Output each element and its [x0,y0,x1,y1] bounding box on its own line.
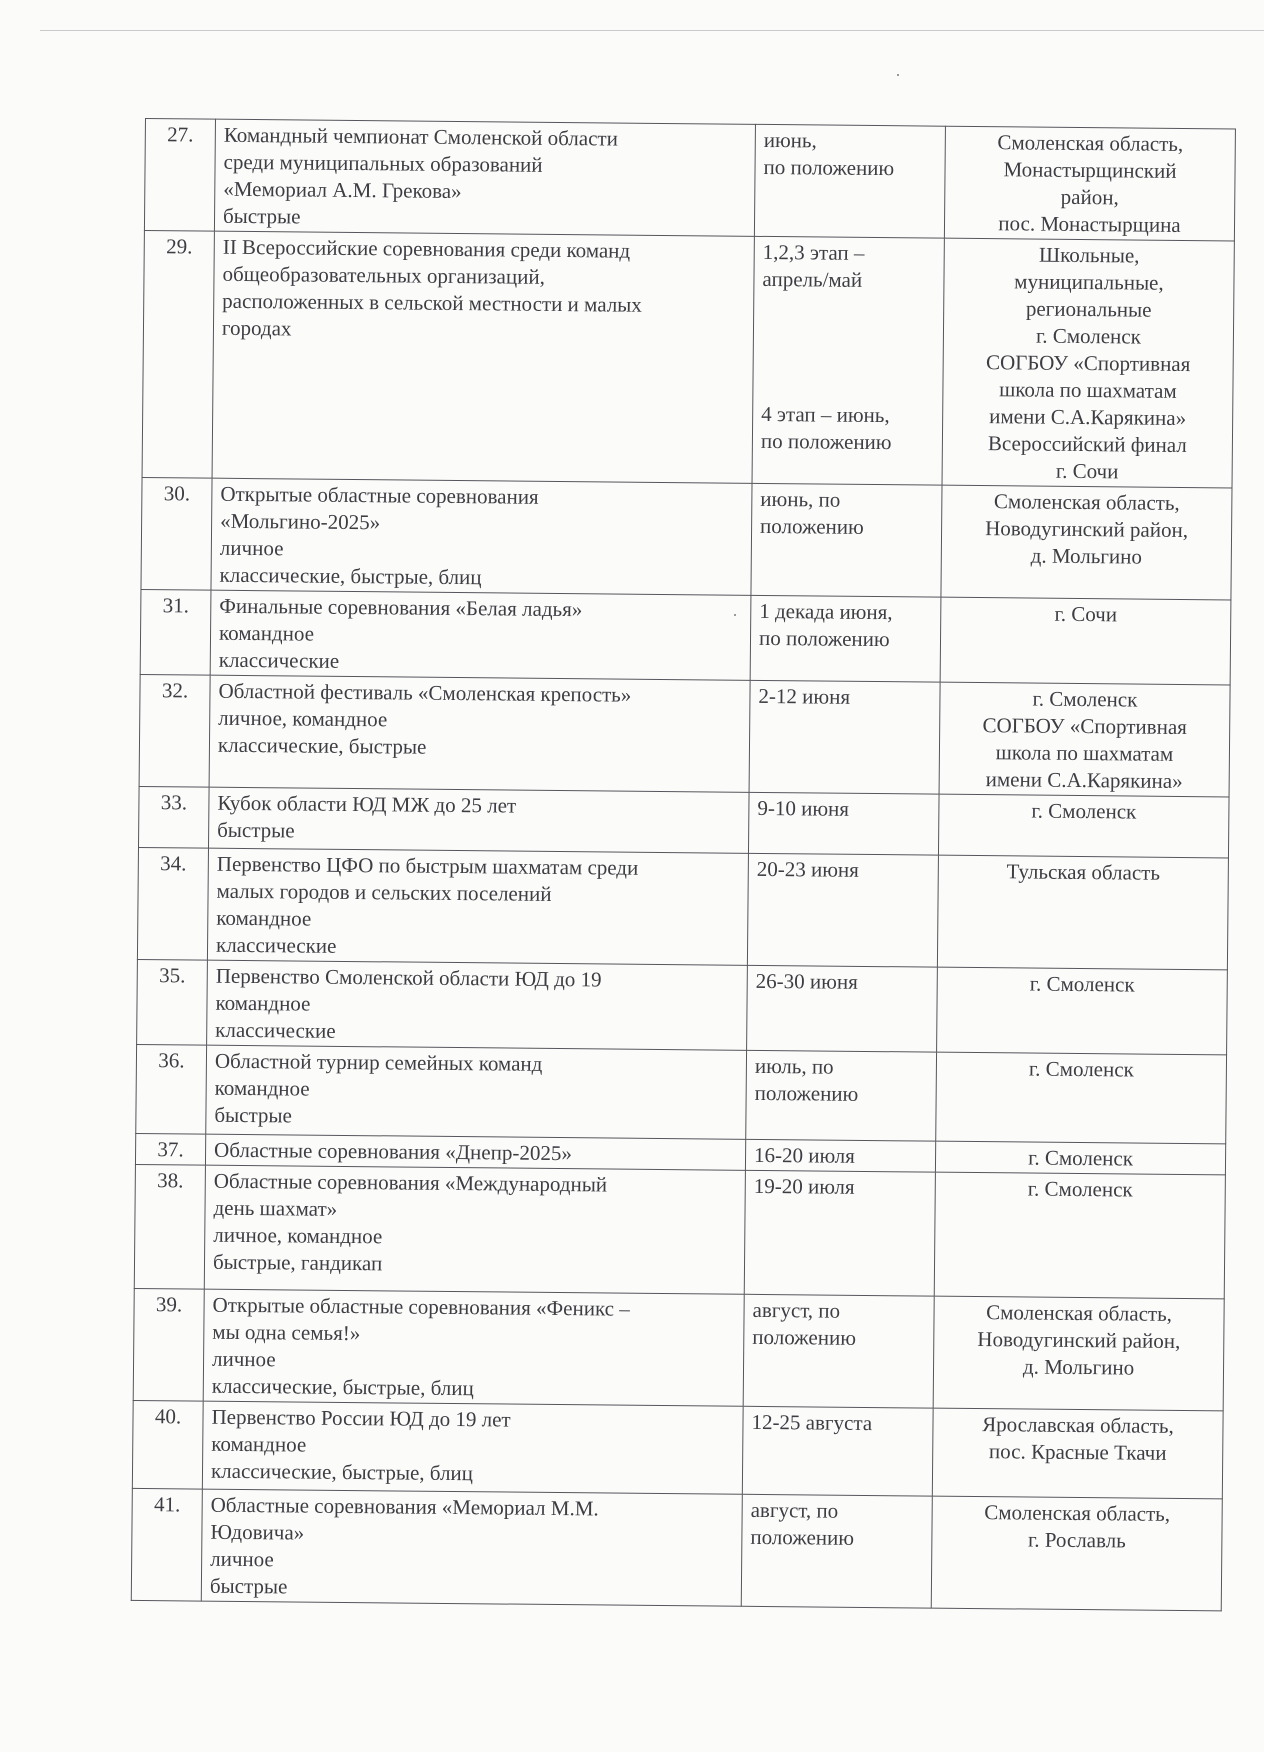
event-dates-line: 4 этап – июнь, [761,401,890,428]
event-place-line: Монастырщинский [1003,157,1177,183]
event-dates [742,1406,933,1496]
event-place-line: г. Смоленск [1028,1056,1134,1082]
event-title-line: классические, быстрые, блиц [210,1458,474,1486]
table-row [140,589,1231,684]
event-place-line: г. Смоленск [1031,798,1137,824]
event-dates-line: положению [759,513,864,539]
row-number: 30. [141,477,212,590]
event-place-line: г. Смоленск [1027,1176,1133,1202]
event-title-line: II Всероссийские соревнования среди команд [222,234,631,263]
event-dates-line: положению [754,1080,859,1106]
row-number: 31. [140,589,211,675]
table-row [132,1400,1223,1498]
table-row [137,847,1228,969]
event-place [944,126,1235,241]
event-place-line: имени С.А.Карякина» [989,404,1187,431]
event-title-line: классические, быстрые [217,732,427,759]
event-title-line: Областной турнир семейных команд [214,1048,543,1076]
event-title-line: Кубок области ЮД МЖ до 25 лет [217,790,517,818]
event-dates-line: 2-12 июня [758,683,851,709]
event-place-line: Новодугинский район, [977,1327,1181,1353]
event-title-line: командное [215,990,311,1016]
event-dates-line: 20-23 июня [756,856,860,882]
event-title-line: Областные соревнования «Мемориал М.М. [210,1492,599,1521]
event-title-line: классические [215,932,337,958]
event-title-line: общеобразовательных организаций, [222,261,546,289]
event-title-line: классические [218,647,340,673]
event-title-line: быстрые [222,203,301,229]
event-place [941,485,1232,600]
event-title [210,590,751,680]
event-dates-line: апрель/май [762,266,863,292]
event-title [207,960,748,1050]
event-title-line: малых городов и сельских поселений [216,878,552,906]
event-dates-line: по положению [763,154,895,181]
event-place-line: Всероссийский финал [987,431,1187,458]
event-title [207,848,748,965]
scan-speck [897,74,899,76]
event-title-line: Областные соревнования «Международный [213,1168,608,1197]
event-place-line: Ярославская область, [982,1412,1174,1438]
table-row [139,674,1230,796]
event-title-line: личное [211,1346,276,1372]
event-dates [741,1494,932,1608]
table-row [141,477,1232,599]
event-title [211,478,752,595]
event-title-line: быстрые [209,1573,288,1599]
event-title [202,1401,743,1494]
event-dates [754,124,945,238]
row-number: 37. [135,1133,205,1165]
event-place [933,1296,1224,1411]
event-place [935,1141,1225,1175]
event-place-line: д. Мольгино [1022,1354,1135,1380]
event-title-line: личное [210,1546,274,1572]
event-place-line: СОГБОУ «Спортивная [982,713,1187,740]
event-dates-line: август, по [752,1297,841,1323]
event-dates-line: 19-20 июля [753,1173,855,1199]
row-number: 33. [138,786,209,848]
event-place-line: Смоленская область, [986,1300,1173,1326]
event-dates-line: июль, по [754,1053,834,1079]
event-dates [750,595,941,682]
event-title [214,119,755,236]
event-title-line: Открытые областные соревнования «Феникс – [212,1292,630,1321]
event-dates-line: по положению [760,428,892,455]
row-number: 40. [132,1400,203,1489]
event-place-line: Смоленская область, [984,1500,1171,1526]
event-title-line: Финальные соревнования «Белая ладья» [219,593,583,622]
event-place-line: д. Мольгино [1030,543,1143,569]
event-dates-line: по положению [758,625,890,652]
row-number: 38. [134,1164,205,1289]
event-title-line: классические, быстрые, блиц [219,562,482,590]
event-dates [747,853,938,967]
event-title [212,231,754,483]
event-title [208,787,749,853]
table-row [137,959,1228,1054]
event-title-line: быстрые [217,817,295,843]
row-number: 34. [137,847,208,960]
event-place-line: пос. Красные Ткачи [988,1439,1167,1465]
event-place-line: г. Рославль [1027,1527,1126,1553]
events-table [131,118,1236,1611]
event-place-line: г. Сочи [1055,458,1119,484]
event-dates [745,1139,935,1172]
event-dates [752,236,944,485]
event-title-line: классические, быстрые, блиц [211,1373,474,1401]
event-place-line: региональные [1025,296,1152,322]
event-place-line: Новодугинский район, [985,516,1189,543]
event-dates [751,483,942,597]
event-dates-line: август, по [750,1497,839,1523]
event-title-line: Областные соревнования «Днепр-2025» [213,1137,573,1166]
event-place [938,794,1229,858]
row-number: 35. [137,959,208,1045]
event-title-line: Первенство ЦФО по быстрым шахматам среди [216,851,639,880]
event-title-line: расположенных в сельской местности и малых [222,288,642,317]
event-dates [746,1050,937,1141]
row-number: 39. [133,1288,204,1401]
row-number: 41. [131,1488,202,1601]
event-dates [748,792,939,855]
event-title-line: Юдовича» [210,1519,305,1545]
event-title-line: городах [221,315,292,341]
event-place [939,682,1230,797]
event-title-line: быстрые [214,1102,293,1128]
table-row [134,1164,1225,1298]
event-place-line: район, [1060,184,1119,210]
event-title [201,1489,742,1606]
event-dates-line: июнь, [763,127,817,153]
event-dates-line: 9-10 июня [757,795,850,821]
event-place-line: г. Смоленск [1032,686,1138,712]
event-place-line: имени С.А.Карякина» [985,767,1183,793]
event-dates-line: 16-20 июля [753,1142,855,1168]
event-title-line: личное, командное [218,705,388,732]
event-place-line: школа по шахматам [995,740,1174,766]
event-place-line: г. Сочи [1054,601,1118,627]
event-place [942,238,1234,488]
event-place [937,967,1228,1055]
event-dates-line: июнь, по [760,486,841,512]
row-number: 36. [136,1044,207,1134]
event-title-line: «Мольгино-2025» [220,508,381,535]
events-table-body [131,119,1235,1611]
event-dates [743,1294,934,1408]
event-place [931,1496,1222,1611]
event-title-line: Областной фестиваль «Смоленская крепость» [218,678,632,707]
event-place-line: Школьные, [1038,242,1140,268]
table-row [136,1044,1227,1143]
event-place [940,597,1231,685]
event-place-line: школа по шахматам [999,377,1177,403]
event-place-line: г. Смоленск [1035,323,1141,349]
row-number: 27. [144,119,215,232]
event-title-line: командное [214,1075,310,1101]
event-place-line: г. Смоленск [1029,971,1135,997]
event-place [934,1172,1225,1299]
row-number: 29. [142,230,214,478]
event-place [937,855,1228,970]
event-title-line: Открытые областные соревнования [220,481,539,509]
event-dates [747,965,938,1052]
dates-spacer [761,293,935,403]
table-row [133,1288,1224,1410]
event-place-line: Смоленская область, [997,130,1184,156]
event-place-line: муниципальные, [1014,269,1164,295]
event-title [205,1134,745,1170]
event-dates-line: положению [752,1324,857,1350]
event-title-line: командное [211,1431,307,1457]
event-dates-line: 26-30 июня [755,968,858,994]
event-place [932,1408,1223,1499]
event-title-line: личное, командное [213,1222,383,1249]
event-title-line: командное [216,905,312,931]
event-title [206,1045,747,1139]
table-row [144,119,1235,241]
event-dates-line: 12-25 августа [751,1409,873,1436]
event-title-line: день шахмат» [213,1195,338,1221]
event-dates [749,680,940,794]
event-title-line: классические [215,1017,336,1043]
event-title-line: Командный чемпионат Смоленской области [223,122,619,151]
event-place-line: Смоленская область, [993,489,1180,515]
event-place-line: пос. Монастырщина [998,211,1181,237]
event-title-line: Первенство России ЮД до 19 лет [211,1404,511,1432]
event-dates-line: 1 декада июня, [759,598,893,625]
event-place-line: Тульская область [1006,859,1161,885]
row-number: 32. [139,674,210,787]
event-title-line: среди муниципальных образований [223,149,543,177]
event-dates [744,1170,935,1296]
table-row [138,786,1229,857]
table-row [131,1488,1222,1610]
event-title [204,1165,745,1294]
scan-edge-line [40,30,1264,31]
event-title [209,675,750,792]
event-title-line: «Мемориал А.М. Грекова» [223,176,462,204]
event-title-line: личное [219,535,284,561]
event-title-line: командное [218,620,315,646]
event-dates-line: положению [750,1524,855,1550]
event-title-line: Первенство Смоленской области ЮД до 19 [215,963,602,992]
event-place-line: СОГБОУ «Спортивная [985,350,1191,377]
event-title-line: мы одна семья!» [212,1319,361,1346]
event-dates-line: 1,2,3 этап – [762,239,865,265]
event-title-line: быстрые, гандикап [212,1249,383,1276]
event-place-line: г. Смоленск [1028,1145,1134,1171]
table-row [142,230,1234,487]
event-place [936,1052,1227,1144]
event-title [203,1289,744,1406]
